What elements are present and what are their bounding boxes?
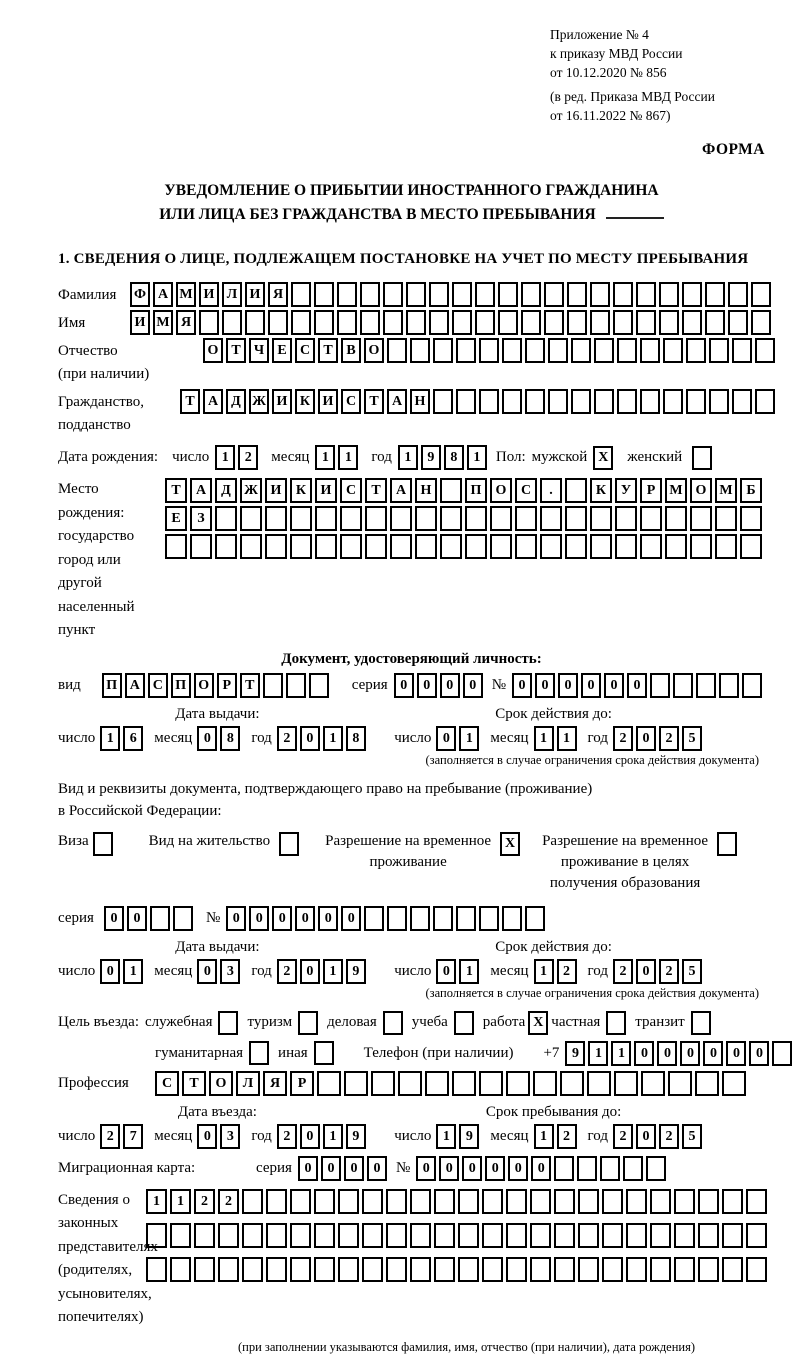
field-citizenship — [58, 389, 765, 437]
purpose-transit: транзит — [635, 1011, 710, 1035]
field-identity-doc — [58, 673, 765, 698]
sex-male-label: мужской — [531, 449, 588, 466]
identity-doc-dates — [58, 706, 765, 751]
year-label: год — [251, 1127, 272, 1144]
doc-series-boxes: 0 0 0 0 — [394, 673, 486, 698]
field-profession — [58, 1071, 765, 1096]
profession-boxes: С Т О Л Я Р — [155, 1071, 749, 1096]
stay-until-group — [394, 1104, 713, 1149]
valid-day-boxes: 0 1 — [436, 726, 482, 751]
year-label: год — [371, 449, 392, 466]
birth-day-boxes: 1 2 — [215, 445, 261, 470]
birth-place-labels: Место рождения: государство город или другой населенный пункт — [58, 481, 135, 639]
ref-line: (в ред. Приказа МВД России — [550, 88, 715, 104]
stay-series-label: серия — [58, 909, 94, 926]
official-checkbox — [218, 1011, 238, 1035]
ref-line: Приложение № 4 — [550, 27, 649, 42]
visa-checkbox — [93, 832, 113, 856]
birth-place-boxes — [165, 478, 765, 562]
purpose-tourism: туризм — [247, 1011, 318, 1035]
entry-date-group — [58, 1104, 377, 1149]
purpose-other: иная — [278, 1041, 334, 1065]
representatives-labels: Сведения о законных представителях (родителях, усыновителях, попечителях) — [58, 1191, 158, 1326]
field-firstname — [58, 310, 765, 335]
day-label: число — [394, 1127, 432, 1144]
phone-prefix: +7 — [543, 1044, 560, 1061]
sex-label: Пол: — [495, 449, 526, 466]
stay-until-header: Срок пребывания до: — [485, 1103, 622, 1120]
doc-kind-label: вид — [58, 676, 81, 693]
form-title-line2: ИЛИ ЛИЦА БЕЗ ГРАЖДАНСТВА В МЕСТО ПРЕБЫВАНИЯ — [58, 203, 765, 227]
stay-doc-intro: Вид и реквизиты документа, подтверждающего право на пребывание (проживание) в Российской Федерации: — [58, 780, 593, 820]
day-label: число — [394, 962, 432, 979]
field-migration-card — [58, 1156, 765, 1181]
issue-month-boxes: 0 8 — [197, 726, 243, 751]
purpose-work: работа X — [483, 1011, 549, 1035]
transit-checkbox — [691, 1011, 711, 1035]
year-label: год — [251, 729, 272, 746]
stay-issue-day-boxes: 0 1 — [100, 959, 146, 984]
identity-validity-note: (заполняется в случае ограничения срока действия документа) — [425, 752, 759, 767]
residence-permit-checkbox — [279, 832, 299, 856]
legal-reference-block — [550, 26, 765, 125]
month-label: месяц — [490, 1127, 529, 1144]
day-label: число — [394, 729, 432, 746]
stay-issue-date-group — [58, 939, 377, 984]
option-temp-permit: Разрешение на временное проживание X — [325, 831, 520, 873]
stay-until-month-boxes: 1 2 — [534, 1124, 580, 1149]
stay-number-label: № — [205, 909, 221, 926]
purpose-private: частная — [551, 1011, 626, 1035]
representatives-note: (при заполнении указываются фамилия, имя, отчество (при наличии), дата рождения) — [237, 1339, 696, 1354]
private-checkbox — [606, 1011, 626, 1035]
birth-date-label: Дата рождения: — [58, 449, 159, 466]
field-stay-doc-number — [58, 906, 765, 931]
patronymic-label: Отчество (при наличии) — [58, 343, 150, 383]
mc-number-label: № — [395, 1159, 411, 1176]
identity-valid-date-group — [394, 706, 713, 751]
year-label: год — [251, 962, 272, 979]
field-birth-place — [58, 478, 765, 643]
field-representatives — [58, 1189, 765, 1330]
citizenship-label: Гражданство, подданство — [58, 394, 145, 434]
phone-boxes: 9 1 1 0 0 0 0 0 0 — [565, 1041, 795, 1066]
sex-male-checkbox: X — [593, 446, 613, 470]
valid-year-boxes: 2 0 2 5 — [613, 726, 705, 751]
profession-label: Профессия — [58, 1074, 129, 1091]
study-checkbox — [454, 1011, 474, 1035]
visit-purpose-row — [58, 1011, 765, 1035]
identity-doc-heading: Документ, удостоверяющий личность: — [281, 650, 542, 667]
entry-year-boxes: 2 0 1 9 — [277, 1124, 369, 1149]
tourism-checkbox — [298, 1011, 318, 1035]
forma-label: ФОРМА — [701, 141, 765, 159]
firstname-label: Имя — [58, 315, 86, 332]
month-label: месяц — [154, 962, 193, 979]
stay-issue-month-boxes: 0 3 — [197, 959, 243, 984]
birth-month-boxes: 1 1 — [315, 445, 361, 470]
field-birth-date — [58, 445, 765, 470]
mc-series-label: серия — [256, 1159, 292, 1176]
stay-number-boxes: 0 0 0 0 0 0 — [226, 906, 548, 931]
field-patronymic — [58, 338, 765, 386]
issue-date-header: Дата выдачи: — [175, 938, 260, 955]
blank-underline — [606, 217, 664, 219]
humanitarian-checkbox — [249, 1041, 269, 1065]
entry-month-boxes: 0 3 — [197, 1124, 243, 1149]
valid-date-header: Срок действия до: — [495, 938, 612, 955]
year-label: год — [587, 729, 608, 746]
purpose-humanitarian: гуманитарная — [155, 1041, 269, 1065]
ref-line: к приказу МВД России — [550, 45, 683, 61]
representatives-row1: 1 1 2 2 — [146, 1189, 770, 1214]
stay-validity-note: (заполняется в случае ограничения срока действия документа) — [425, 985, 759, 1000]
purpose-official: служебная — [145, 1011, 239, 1035]
representatives-row3 — [146, 1257, 770, 1282]
stay-valid-date-group — [394, 939, 713, 984]
mc-series-boxes: 0 0 0 0 — [298, 1156, 390, 1181]
stay-until-day-boxes: 1 9 — [436, 1124, 482, 1149]
month-label: месяц — [154, 729, 193, 746]
issue-day-boxes: 1 6 — [100, 726, 146, 751]
day-label: число — [58, 962, 96, 979]
stay-until-year-boxes: 2 0 2 5 — [613, 1124, 705, 1149]
patronymic-boxes: О Т Ч Е С Т В О — [203, 338, 778, 363]
issue-year-boxes: 2 0 1 8 — [277, 726, 369, 751]
doc-number-boxes: 0 0 0 0 0 0 — [512, 673, 765, 698]
option-visa: Виза — [58, 831, 113, 856]
business-checkbox — [383, 1011, 403, 1035]
form-title — [58, 179, 765, 227]
representatives-boxes — [146, 1189, 770, 1291]
entry-day-boxes: 2 7 — [100, 1124, 146, 1149]
option-edu-permit: Разрешение на временное проживание в целях получения образования — [542, 831, 737, 894]
stay-valid-month-boxes: 1 2 — [534, 959, 580, 984]
day-label: число — [172, 449, 210, 466]
year-label: год — [587, 962, 608, 979]
month-label: месяц — [490, 962, 529, 979]
firstname-boxes: И М Я — [130, 310, 774, 335]
ref-line: от 10.12.2020 № 856 — [550, 64, 667, 80]
month-label: месяц — [271, 449, 310, 466]
issue-date-header: Дата выдачи: — [175, 705, 260, 722]
year-label: год — [587, 1127, 608, 1144]
surname-boxes: Ф А М И Л И Я — [130, 282, 774, 307]
citizenship-boxes: Т А Д Ж И К И С Т А Н — [180, 389, 778, 414]
field-surname — [58, 282, 765, 307]
identity-issue-date-group — [58, 706, 377, 751]
stay-doc-dates — [58, 939, 765, 984]
month-label: месяц — [154, 1127, 193, 1144]
stay-issue-year-boxes: 2 0 1 9 — [277, 959, 369, 984]
visit-purpose-row2 — [58, 1041, 765, 1066]
birth-year-boxes: 1 9 8 1 — [398, 445, 490, 470]
stay-series-boxes: 0 0 — [104, 906, 196, 931]
mc-number-boxes: 0 0 0 0 0 0 — [416, 1156, 669, 1181]
doc-kind-boxes: П А С П О Р Т — [102, 673, 332, 698]
stay-doc-options — [58, 831, 765, 894]
work-checkbox: X — [528, 1011, 548, 1035]
ref-line: от 16.11.2022 № 867) — [550, 107, 671, 123]
option-residence-permit: Вид на жительство — [149, 831, 299, 856]
purpose-label: Цель въезда: — [58, 1014, 139, 1031]
doc-number-label: № — [491, 676, 506, 693]
surname-label: Фамилия — [58, 287, 117, 304]
representatives-row2 — [146, 1223, 770, 1248]
doc-series-label: серия — [351, 676, 388, 693]
birth-place-row1: Т А Д Ж И К И С Т А Н П О С . К У Р М О М Б — [165, 478, 765, 503]
birth-place-row2: Е З — [165, 506, 765, 531]
other-checkbox — [314, 1041, 334, 1065]
phone-label: Телефон (при наличии) — [363, 1044, 514, 1061]
stay-valid-year-boxes: 2 0 2 5 — [613, 959, 705, 984]
edu-permit-checkbox — [717, 832, 737, 856]
section1-heading: 1. СВЕДЕНИЯ О ЛИЦЕ, ПОДЛЕЖАЩЕМ ПОСТАНОВКЕ НА УЧЕТ ПО МЕСТУ ПРЕБЫВАНИЯ — [58, 251, 749, 268]
birth-place-row3 — [165, 534, 765, 559]
valid-date-header: Срок действия до: — [495, 705, 612, 722]
month-label: месяц — [490, 729, 529, 746]
purpose-business: деловая — [327, 1011, 403, 1035]
day-label: число — [58, 1127, 96, 1144]
entry-date-header: Дата въезда: — [177, 1103, 257, 1120]
sex-female-label: женский — [627, 449, 683, 466]
form-title-line1: УВЕДОМЛЕНИЕ О ПРИБЫТИИ ИНОСТРАННОГО ГРАЖДАНИНА — [164, 182, 659, 200]
stay-valid-day-boxes: 0 1 — [436, 959, 482, 984]
day-label: число — [58, 729, 96, 746]
valid-month-boxes: 1 1 — [534, 726, 580, 751]
temp-permit-checkbox: X — [500, 832, 520, 856]
migration-card-label: Миграционная карта: — [58, 1159, 196, 1176]
entry-dates — [58, 1104, 765, 1149]
sex-female-checkbox — [692, 446, 712, 470]
purpose-study: учеба — [412, 1011, 474, 1035]
